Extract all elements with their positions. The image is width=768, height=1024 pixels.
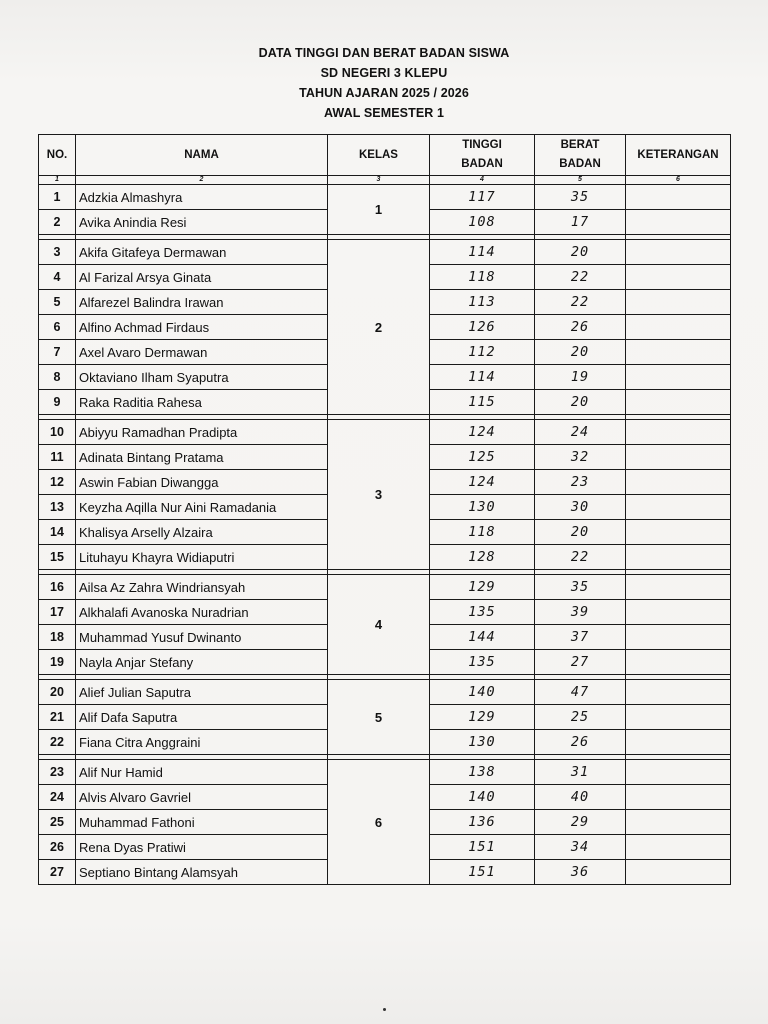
note-cell [626,625,731,650]
note-cell [626,600,731,625]
student-name: Ailsa Az Zahra Windriansyah [76,575,328,600]
note-cell [626,705,731,730]
semester: AWAL SEMESTER 1 [323,106,445,120]
height-value: 151 [430,860,535,885]
class-cell: 2 [328,240,430,415]
height-value: 128 [430,545,535,570]
document-header [0,43,768,123]
table-row [39,575,731,600]
student-number: 9 [39,390,76,415]
student-number: 8 [39,365,76,390]
student-number: 4 [39,265,76,290]
weight-value: 40 [535,785,626,810]
student-number: 1 [39,185,76,210]
student-number: 7 [39,340,76,365]
student-name: Adzkia Almashyra [76,185,328,210]
student-table [38,134,731,885]
student-name: Muhammad Fathoni [76,810,328,835]
student-name: Adinata Bintang Pratama [76,445,328,470]
column-number: 5 [535,176,626,185]
student-number: 24 [39,785,76,810]
student-number: 19 [39,650,76,675]
student-number: 27 [39,860,76,885]
student-name: Axel Avaro Dermawan [76,340,328,365]
weight-value: 27 [535,650,626,675]
student-name: Alfino Achmad Firdaus [76,315,328,340]
height-value: 140 [430,785,535,810]
height-value: 129 [430,575,535,600]
table-row [39,420,731,445]
note-cell [626,835,731,860]
height-value: 117 [430,185,535,210]
height-value: 140 [430,680,535,705]
height-value: 108 [430,210,535,235]
student-name: Raka Raditia Rahesa [76,390,328,415]
weight-value: 23 [535,470,626,495]
height-value: 130 [430,730,535,755]
student-number: 18 [39,625,76,650]
student-number: 17 [39,600,76,625]
student-name: Akifa Gitafeya Dermawan [76,240,328,265]
weight-value: 47 [535,680,626,705]
height-value: 114 [430,240,535,265]
note-cell [626,785,731,810]
height-value: 112 [430,340,535,365]
class-cell: 5 [328,680,430,755]
weight-value: 19 [535,365,626,390]
student-number: 16 [39,575,76,600]
student-name: Alief Julian Saputra [76,680,328,705]
title-line: DATA TINGGI DAN BERAT BADAN SISWA [258,46,510,60]
student-number: 10 [39,420,76,445]
student-number: 20 [39,680,76,705]
class-cell: 6 [328,760,430,885]
weight-value: 17 [535,210,626,235]
weight-value: 29 [535,810,626,835]
student-name: Alif Nur Hamid [76,760,328,785]
note-cell [626,545,731,570]
weight-value: 35 [535,575,626,600]
column-number: 2 [76,176,328,185]
note-cell [626,185,731,210]
col-keterangan-header: KETERANGAN [626,135,731,176]
note-cell [626,265,731,290]
col-nama-header: NAMA [76,135,328,176]
weight-value: 22 [535,545,626,570]
student-name: Keyzha Aqilla Nur Aini Ramadania [76,495,328,520]
student-number: 23 [39,760,76,785]
height-value: 138 [430,760,535,785]
weight-value: 20 [535,520,626,545]
student-name: Fiana Citra Anggraini [76,730,328,755]
weight-value: 39 [535,600,626,625]
table-header-row [39,135,731,176]
student-name: Alvis Alvaro Gavriel [76,785,328,810]
height-value: 115 [430,390,535,415]
student-number: 12 [39,470,76,495]
weight-value: 32 [535,445,626,470]
student-number: 21 [39,705,76,730]
table-body [39,185,731,885]
weight-value: 37 [535,625,626,650]
student-name: Abiyyu Ramadhan Pradipta [76,420,328,445]
height-value: 114 [430,365,535,390]
student-name: Septiano Bintang Alamsyah [76,860,328,885]
class-cell: 1 [328,185,430,235]
paper-speck [383,1008,386,1011]
height-value: 125 [430,445,535,470]
student-name: Aswin Fabian Diwangga [76,470,328,495]
height-value: 130 [430,495,535,520]
weight-value: 36 [535,860,626,885]
height-value: 124 [430,420,535,445]
student-name: Alfarezel Balindra Irawan [76,290,328,315]
weight-value: 24 [535,420,626,445]
table-row [39,185,731,210]
weight-value: 22 [535,290,626,315]
height-value: 144 [430,625,535,650]
height-value: 135 [430,600,535,625]
student-name: Avika Anindia Resi [76,210,328,235]
table-row [39,680,731,705]
note-cell [626,420,731,445]
height-value: 136 [430,810,535,835]
note-cell [626,575,731,600]
note-cell [626,760,731,785]
col-kelas-header: KELAS [328,135,430,176]
note-cell [626,495,731,520]
height-value: 151 [430,835,535,860]
note-cell [626,315,731,340]
student-number: 3 [39,240,76,265]
student-name: Oktaviano Ilham Syaputra [76,365,328,390]
student-number: 15 [39,545,76,570]
column-number: 4 [430,176,535,185]
column-number: 1 [39,176,76,185]
col-tinggi-header [430,135,535,176]
column-number: 3 [328,176,430,185]
weight-value: 26 [535,315,626,340]
height-value: 118 [430,520,535,545]
note-cell [626,365,731,390]
weight-value: 22 [535,265,626,290]
note-cell [626,860,731,885]
weight-value: 20 [535,240,626,265]
class-cell: 4 [328,575,430,675]
note-cell [626,650,731,675]
student-name: Khalisya Arselly Alzaira [76,520,328,545]
weight-value: 35 [535,185,626,210]
tinggi-label-2: BADAN [461,158,503,170]
note-cell [626,520,731,545]
column-number-row [39,176,731,185]
col-no-header: NO. [39,135,76,176]
note-cell [626,730,731,755]
class-cell: 3 [328,420,430,570]
student-name: Rena Dyas Pratiwi [76,835,328,860]
weight-value: 34 [535,835,626,860]
student-name: Nayla Anjar Stefany [76,650,328,675]
col-berat-header [535,135,626,176]
student-name: Al Farizal Arsya Ginata [76,265,328,290]
note-cell [626,470,731,495]
note-cell [626,445,731,470]
column-number: 6 [626,176,731,185]
student-number: 25 [39,810,76,835]
height-value: 124 [430,470,535,495]
student-number: 6 [39,315,76,340]
school-name: SD NEGERI 3 KLEPU [320,66,448,80]
height-value: 126 [430,315,535,340]
note-cell [626,680,731,705]
height-value: 113 [430,290,535,315]
height-value: 135 [430,650,535,675]
note-cell [626,340,731,365]
student-name: Alif Dafa Saputra [76,705,328,730]
student-number: 22 [39,730,76,755]
berat-label-1: BERAT [560,139,600,151]
note-cell [626,390,731,415]
table-row [39,760,731,785]
note-cell [626,240,731,265]
student-number: 2 [39,210,76,235]
weight-value: 20 [535,340,626,365]
tinggi-label-1: TINGGI [462,139,502,151]
berat-label-2: BADAN [559,158,601,170]
table-row [39,240,731,265]
weight-value: 30 [535,495,626,520]
weight-value: 25 [535,705,626,730]
student-name: Muhammad Yusuf Dwinanto [76,625,328,650]
student-number: 13 [39,495,76,520]
note-cell [626,290,731,315]
weight-value: 31 [535,760,626,785]
weight-value: 26 [535,730,626,755]
height-value: 129 [430,705,535,730]
height-value: 118 [430,265,535,290]
student-number: 26 [39,835,76,860]
note-cell [626,810,731,835]
academic-year: TAHUN AJARAN 2025 / 2026 [299,86,469,100]
student-number: 5 [39,290,76,315]
student-name: Lituhayu Khayra Widiaputri [76,545,328,570]
note-cell [626,210,731,235]
student-name: Alkhalafi Avanoska Nuradrian [76,600,328,625]
student-number: 11 [39,445,76,470]
weight-value: 20 [535,390,626,415]
student-number: 14 [39,520,76,545]
